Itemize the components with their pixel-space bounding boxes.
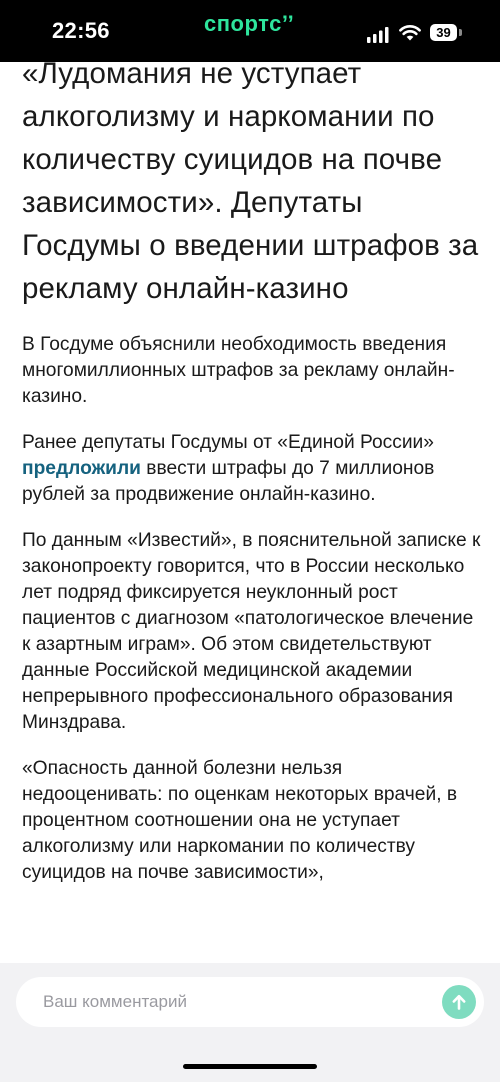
battery-tip — [459, 29, 462, 36]
arrow-up-icon — [449, 992, 469, 1012]
send-button[interactable] — [442, 985, 476, 1019]
signal-icon — [367, 27, 389, 43]
content-fade — [0, 936, 500, 966]
article-paragraph-4: «Опасность данной болезни нельзя недооценивать: по оценкам некоторых врачей, в процентном соотношении она не уступает алкоголизму или наркомании по количеству суицидов на почве зависимости», — [22, 758, 458, 883]
comment-input[interactable] — [16, 977, 484, 1027]
article-body — [22, 52, 484, 886]
battery-icon: 39 — [430, 24, 457, 41]
article-paragraph-2 — [22, 430, 484, 508]
article-headline: «Лудомания не уступает алкоголизму и наркомании по количеству суицидов на почве зависимости». Депутаты Госдумы о введении штрафов за рекламу онлайн-казино — [22, 57, 479, 305]
article-paragraph-1: В Госдуме объяснили необходимость введения многомиллионных штрафов за рекламу онлайн-казино. — [22, 334, 455, 407]
paragraph-text: ввести штрафы до 7 миллионов рублей за продвижение онлайн-казино. — [22, 458, 435, 505]
proposed-link[interactable]: предложили — [22, 458, 141, 479]
paragraph-text: Ранее депутаты Госдумы от «Единой России» — [22, 432, 434, 453]
status-time: 22:56 — [52, 18, 110, 43]
wifi-icon — [399, 25, 421, 41]
article-paragraph-3: По данным «Известий», в пояснительной записке к законопроекту говорится, что в России несколько лет подряд фиксируется неуклонный рост пациентов с диагнозом «патологическое влечение к азартным играм». Об этом свидетельствуют данные Российской медицинской академии непрерывного профессионального образования Минздрава. — [22, 530, 481, 733]
brand-logo[interactable]: спортс’’ — [204, 11, 295, 36]
comment-placeholder: Ваш комментарий — [43, 992, 187, 1011]
home-indicator[interactable] — [183, 1064, 317, 1069]
